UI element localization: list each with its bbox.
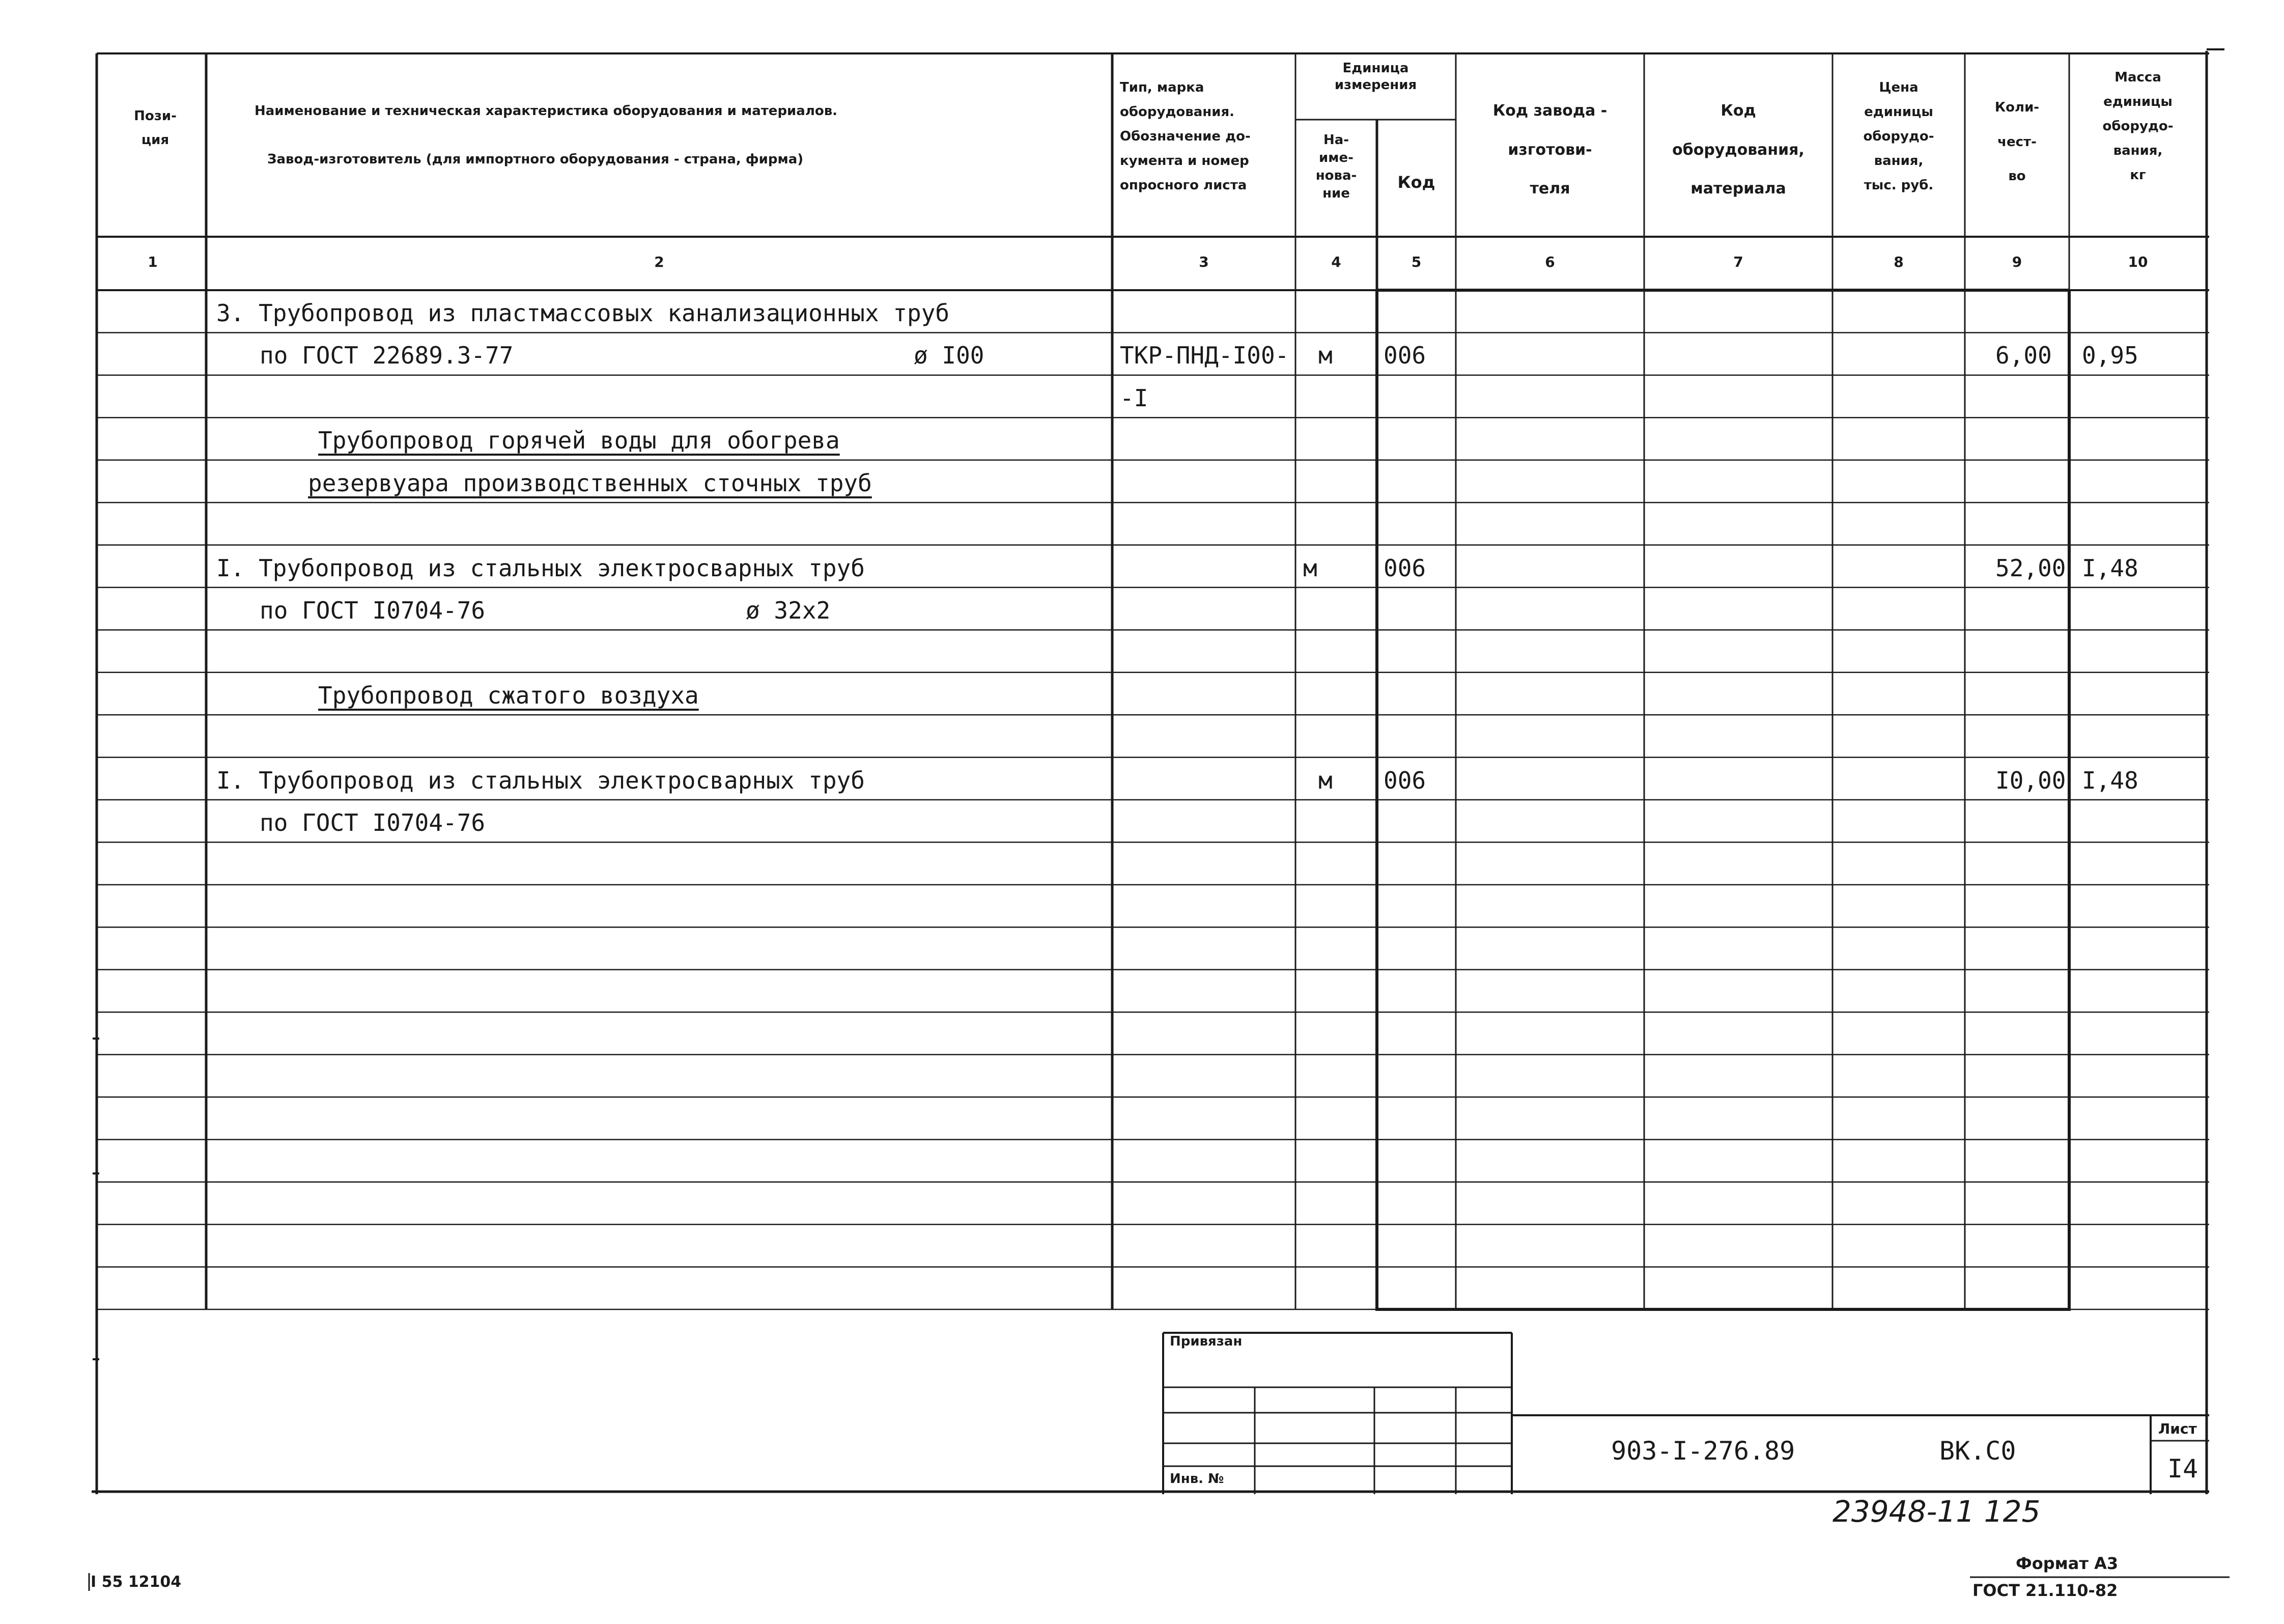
column-number-5: 5 bbox=[1411, 254, 1422, 270]
row-12-name: I. Трубопровод из стальных электросварных труб bbox=[216, 766, 865, 794]
column-number-10: 10 bbox=[2128, 254, 2148, 270]
header-quantity: Коли- чест- во bbox=[1994, 100, 2040, 184]
handwritten-archive-number: 23948-11 125 bbox=[1832, 1494, 2041, 1529]
column-number-1: 1 bbox=[148, 254, 158, 270]
header-unit-code: Код bbox=[1397, 173, 1435, 192]
row-3-type: -I bbox=[1120, 384, 1148, 412]
header-unit-group: Единица измерения bbox=[1334, 61, 1417, 93]
header-name-line2: Завод-изготовитель (для импортного оборудования - страна, фирма) bbox=[267, 152, 804, 167]
header-unit-name: На- име- нова- ние bbox=[1315, 132, 1357, 202]
row-2-unit: м bbox=[1318, 342, 1333, 370]
sheet-label: Лист bbox=[2158, 1420, 2197, 1437]
column-number-4: 4 bbox=[1331, 254, 1341, 270]
column-number-2: 2 bbox=[654, 254, 664, 270]
header-position: Пози- ция bbox=[134, 108, 177, 148]
row-2-diameter: ø I00 bbox=[914, 342, 984, 370]
row-7-mass: I,48 bbox=[2082, 554, 2138, 582]
row-2-type: ТКР-ПНД-I00- bbox=[1120, 342, 1289, 370]
row-2-mass: 0,95 bbox=[2082, 342, 2138, 370]
column-number-8: 8 bbox=[1894, 254, 1904, 270]
row-5-name: резервуара производственных сточных труб bbox=[308, 469, 872, 497]
row-8-diameter: ø 32x2 bbox=[746, 596, 831, 624]
format-label: Формат А3 bbox=[2016, 1554, 2119, 1573]
bound-label: Привязан bbox=[1170, 1334, 1243, 1349]
row-7-quantity: 52,00 bbox=[1995, 554, 2066, 582]
row-10-name: Трубопровод сжатого воздуха bbox=[318, 681, 699, 709]
header-name-line1: Наименование и техническая характеристика оборудования и материалов. bbox=[255, 103, 838, 119]
header-price: Цена единицы оборудо- вания, тыс. руб. bbox=[1863, 80, 1934, 193]
row-7-unit: м bbox=[1303, 554, 1317, 582]
header-type: Тип, марка оборудования. Обозначение до- кумента и номер опросного листа bbox=[1120, 80, 1251, 193]
column-number-6: 6 bbox=[1545, 254, 1555, 270]
column-number-9: 9 bbox=[2012, 254, 2022, 270]
row-12-code: 006 bbox=[1384, 766, 1426, 794]
row-7-code: 006 bbox=[1384, 554, 1426, 582]
header-plant-code: Код завода - изготови- теля bbox=[1492, 102, 1608, 198]
row-2-name: по ГОСТ 22689.3-77 bbox=[260, 342, 514, 370]
header-mass: Масса единицы оборудо- вания, кг bbox=[2102, 70, 2174, 183]
column-number-7: 7 bbox=[1733, 254, 1743, 270]
row-2-quantity: 6,00 bbox=[1995, 342, 2052, 370]
row-13-name: по ГОСТ I0704-76 bbox=[260, 809, 486, 836]
header-equipment-code: Код оборудования, материала bbox=[1672, 102, 1804, 198]
gost-label: ГОСТ 21.110-82 bbox=[1972, 1581, 2118, 1600]
column-number-3: 3 bbox=[1199, 254, 1209, 270]
row-4-name: Трубопровод горячей воды для обогрева bbox=[318, 427, 840, 455]
row-8-name: по ГОСТ I0704-76 bbox=[260, 596, 486, 624]
row-7-name: I. Трубопровод из стальных электросварных труб bbox=[216, 554, 865, 582]
row-12-quantity: I0,00 bbox=[1995, 766, 2066, 794]
sheet-number: I4 bbox=[2167, 1454, 2198, 1483]
row-1-name: 3. Трубопровод из пластмассовых канализационных труб bbox=[216, 299, 950, 327]
inventory-label: Инв. № bbox=[1170, 1471, 1224, 1487]
row-12-unit: м bbox=[1318, 766, 1333, 794]
footer-left-code: I 55 12104 bbox=[91, 1573, 182, 1591]
document-number: 903-I-276.89 bbox=[1611, 1436, 1795, 1466]
document-code: ВК.С0 bbox=[1939, 1436, 2016, 1466]
row-12-mass: I,48 bbox=[2082, 766, 2138, 794]
row-2-code: 006 bbox=[1384, 342, 1426, 370]
